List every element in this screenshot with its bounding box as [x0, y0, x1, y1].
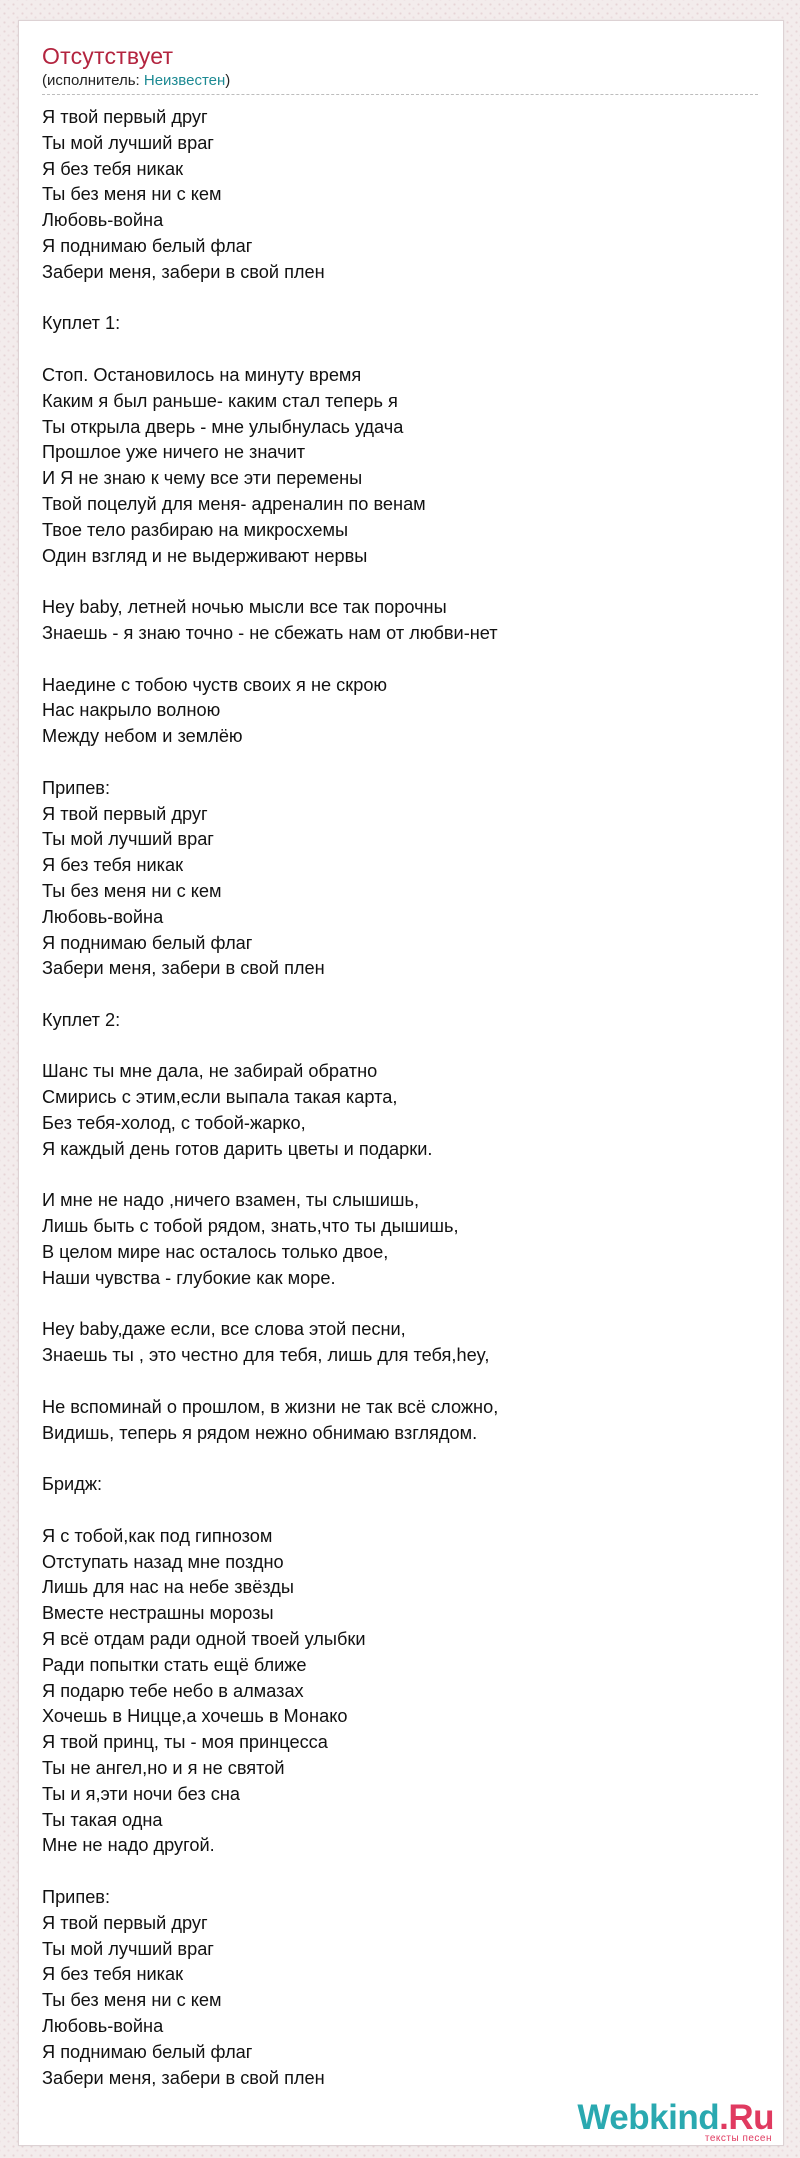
lyric-line: Припев:	[42, 777, 111, 798]
lyric-line: Я подарю тебе небо в алмазах	[42, 1680, 304, 1701]
lyric-line: Ты открыла дверь - мне улыбнулась удача	[42, 416, 404, 437]
lyric-line: Шанс ты мне дала, не забирай обратно	[42, 1061, 378, 1082]
lyric-line	[42, 1498, 762, 1524]
lyric-line: Забери меня, забери в свой плен	[42, 958, 325, 979]
lyric-line: Любовь-война	[42, 906, 164, 927]
lyric-line: Ты без меня ни с кем	[42, 184, 222, 205]
lyric-line	[42, 1163, 762, 1189]
lyric-line: Хочешь в Ниццe,а хочешь в Монако	[42, 1706, 348, 1727]
lyric-line: Любовь-война	[42, 210, 164, 231]
webkind-logo[interactable]	[577, 2100, 774, 2144]
lyric-line: Ты такая одна	[42, 1809, 163, 1830]
lyric-line: Ты мой лучший враг	[42, 132, 214, 153]
artist-byline	[42, 72, 230, 90]
lyric-line	[42, 982, 762, 1008]
lyric-line: Ты не ангел,но и я не святой	[42, 1758, 285, 1778]
lyric-line: Твой поцелуй для меня- адреналин по венам	[42, 493, 426, 514]
lyric-line: Я твой первый друг	[42, 803, 208, 824]
lyric-line: Мне не надо другой.	[42, 1835, 215, 1856]
lyric-line	[42, 286, 762, 312]
lyric-line: Знаешь ты , это честно для тебя, лишь для тебя,hey,	[42, 1345, 490, 1366]
lyric-line: Куплет 1:	[42, 313, 121, 334]
lyric-line: Я поднимаю белый флаг	[42, 2041, 253, 2062]
lyrics-text	[42, 105, 762, 2091]
lyric-line: Я поднимаю белый флаг	[42, 932, 253, 953]
lyric-line: Знаешь - я знаю точно - не сбежать нам от любви-нет	[42, 622, 498, 643]
lyric-line: Не вспоминай о прошлом, в жизни не так всё сложно,	[42, 1396, 499, 1417]
lyric-line: Любовь-война	[42, 2015, 164, 2036]
lyric-line: Ты мой лучший враг	[42, 1938, 214, 1959]
lyric-line: И Я не знаю к чему все эти перемены	[42, 468, 363, 489]
lyric-line: Я без тебя никак	[42, 1964, 184, 1985]
lyric-line: Твое тело разбираю на микросхемы	[42, 519, 349, 540]
lyric-line: Лишь для нас на небе звёзды	[42, 1577, 294, 1598]
byline-suffix: )	[225, 72, 231, 89]
lyric-line: И мне не надо ,ничего взамен, ты слышишь,	[42, 1190, 420, 1211]
byline-prefix: (исполнитель:	[42, 72, 144, 89]
logo-domain: .Ru	[719, 2098, 774, 2137]
lyric-line	[42, 750, 762, 776]
lyric-line: Я каждый день готов дарить цветы и подарки.	[42, 1138, 433, 1159]
lyric-line	[42, 569, 762, 595]
lyric-line: Бридж:	[42, 1474, 103, 1495]
lyric-line: Ты и я,эти ночи без сна	[42, 1783, 240, 1804]
lyric-line: Я поднимаю белый флаг	[42, 235, 253, 256]
lyric-line: Hey baby, летней ночью мысли все так порочны	[42, 597, 447, 618]
lyric-line: Я без тебя никак	[42, 855, 184, 876]
lyric-line: Без тебя-холод, с тобой-жарко,	[42, 1113, 306, 1134]
lyric-line: Наши чувства - глубокие как море.	[42, 1267, 336, 1288]
lyric-line	[42, 1369, 762, 1395]
artist-link[interactable]: Неизвестен	[143, 72, 226, 89]
lyric-line: Нас накрыло волною	[42, 700, 221, 721]
lyric-line	[42, 1859, 762, 1885]
lyric-line: Каким я был раньше- каким стал теперь я	[42, 390, 398, 411]
lyric-line: Припев:	[42, 1886, 111, 1907]
logo-tagline: тексты песен	[704, 2133, 772, 2144]
lyric-line: Hey baby,даже если, все слова этой песни,	[42, 1319, 406, 1340]
lyric-line: Смирись с этим,если выпала такая карта,	[42, 1087, 398, 1108]
lyric-line	[42, 1292, 762, 1318]
lyric-line: Лишь быть с тобой рядом, знать,что ты дышишь,	[42, 1216, 459, 1237]
lyric-line: Ты без меня ни с кем	[42, 880, 222, 901]
lyric-line: Стоп. Остановилось на минуту время	[42, 364, 362, 385]
lyric-line	[42, 337, 762, 363]
logo-brand: Webkind	[577, 2098, 720, 2137]
song-title: Отсутствует	[42, 43, 174, 69]
lyric-line: Забери меня, забери в свой плен	[42, 2067, 325, 2088]
lyric-line: Куплет 2:	[42, 1009, 121, 1030]
lyric-line: Ты без меня ни с кем	[42, 1990, 222, 2011]
lyric-line	[42, 647, 762, 673]
lyric-line: Отступать назад мне поздно	[42, 1551, 284, 1572]
lyric-line: Я твой принц, ты - моя принцесса	[42, 1732, 328, 1753]
lyric-line: Ради попытки стать ещё ближе	[42, 1654, 307, 1675]
lyric-line: Между небом и землёю	[42, 726, 243, 747]
lyric-line: Вместе нестрашны морозы	[42, 1603, 274, 1624]
lyric-line: Я твой первый друг	[42, 1912, 208, 1933]
logo-wordmark	[577, 2100, 774, 2136]
lyric-line	[42, 1034, 762, 1060]
title-divider	[42, 94, 758, 95]
lyric-line: Один взгляд и не выдерживают нервы	[42, 545, 368, 566]
lyric-line: Я без тебя никак	[42, 158, 184, 179]
lyric-line: Я твой первый друг	[42, 107, 208, 127]
lyric-line: Видишь, теперь я рядом нежно обнимаю взглядом.	[42, 1422, 478, 1443]
lyric-line: Прошлое уже ничего не значит	[42, 442, 306, 463]
lyric-line	[42, 1446, 762, 1472]
lyric-line: Забери меня, забери в свой плен	[42, 261, 325, 282]
lyric-line: Я с тобой,как под гипнозом	[42, 1525, 273, 1546]
lyric-line: Я всё отдам ради одной твоей улыбки	[42, 1629, 366, 1650]
lyric-line: Ты мой лучший враг	[42, 829, 214, 850]
lyric-line: Наедине с тобою чуств своих я не скрою	[42, 674, 388, 695]
lyric-line: В целом мире нас осталось только двое,	[42, 1242, 389, 1263]
